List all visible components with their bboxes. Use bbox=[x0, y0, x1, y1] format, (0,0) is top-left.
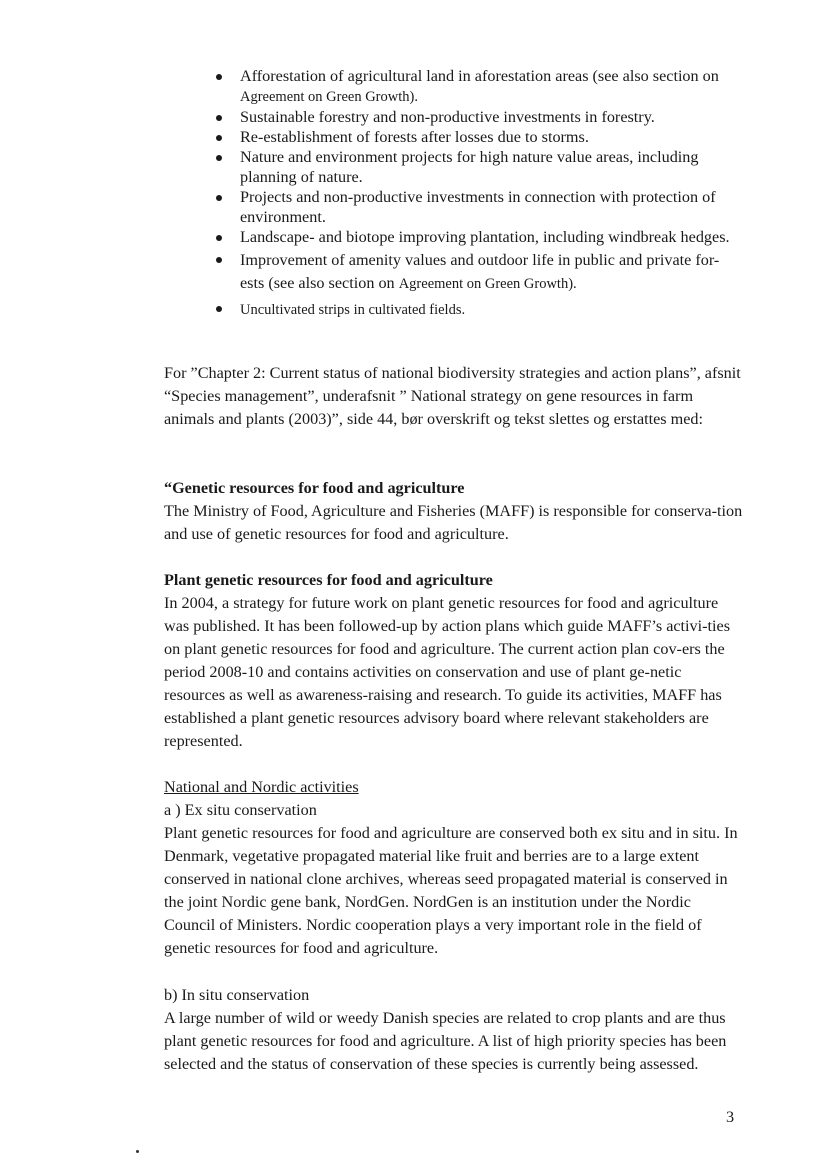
list-item bbox=[216, 298, 756, 322]
section-heading: “Genetic resources for food and agriculture bbox=[164, 479, 465, 497]
section-body: In 2004, a strategy for future work on plant genetic resources for food and agriculture was published. It has been followed-up by action plans which guide MAFF’s activi-ties on plant genetic resources for food and agriculture. The current action plan cov-ers the period 2008-10 and contains activities on conservation and use of plant ge-netic resources as well as awareness-raising and research. To guide its activities, MAFF has established a plant genetic resources advisory board where relevant stakeholders are represented. bbox=[164, 594, 731, 750]
in-situ-section bbox=[164, 984, 744, 1076]
in-situ-title: b) In situ conservation bbox=[164, 986, 310, 1004]
national-activities-section bbox=[164, 776, 744, 960]
section-heading: Plant genetic resources for food and agriculture bbox=[164, 571, 493, 589]
bullet-text: Landscape- and biotope improving plantation, including windbreak hedges. bbox=[240, 228, 730, 246]
subsection-heading: National and Nordic activities bbox=[164, 778, 359, 796]
intro-paragraph: For ”Chapter 2: Current status of national biodiversity strategies and action plans”, afsnit “Species management”, underafsnit ” National strategy on gene resources in farm animals and plants (2003)”, side 44, bør overskrift og tekst slettes og erstattes med: bbox=[164, 364, 741, 428]
list-item bbox=[216, 187, 756, 227]
plant-genetic-section bbox=[164, 569, 744, 753]
page-number: 3 bbox=[726, 1108, 735, 1126]
scan-speck bbox=[136, 1150, 139, 1153]
list-item bbox=[216, 249, 756, 296]
list-item bbox=[216, 107, 756, 127]
bullet-text: Afforestation of agricultural land in aforestation areas (see also section on bbox=[240, 67, 719, 85]
list-item bbox=[216, 147, 756, 187]
list-item bbox=[216, 127, 756, 147]
list-item bbox=[216, 66, 756, 107]
bullet-text: ests (see also section on bbox=[240, 274, 399, 292]
bullet-note: Agreement on Green Growth). bbox=[398, 276, 577, 292]
bullet-text: Nature and environment projects for high nature value areas, including planning of nature. bbox=[240, 148, 699, 186]
bullet-text: Re-establishment of forests after losses due to storms. bbox=[240, 128, 589, 146]
section-body: The Ministry of Food, Agriculture and Fisheries (MAFF) is responsible for conserva-tion and use of genetic resources for food and agriculture. bbox=[164, 502, 743, 543]
bullet-text: Projects and non-productive investments in connection with protection of environment. bbox=[240, 188, 716, 226]
list-item bbox=[216, 227, 756, 247]
in-situ-body: A large number of wild or weedy Danish species are related to crop plants and are thus plant genetic resources for food and agriculture. A list of high priority species has been selected and the status of conservation of these species is currently being assessed. bbox=[164, 1009, 727, 1073]
ex-situ-body: Plant genetic resources for food and agriculture are conserved both ex situ and in situ. In Denmark, vegetative propagated material like fruit and berries are to a large extent conserved in national clone archives, whereas seed propagated material is conserved in the joint Nordic gene bank, NordGen. NordGen is an institution under the Nordic Council of Ministers. Nordic cooperation plays a very important role in the field of genetic resources for food and agriculture. bbox=[164, 824, 738, 957]
bullet-note: Agreement on Green Growth). bbox=[240, 89, 418, 105]
genetic-resources-section bbox=[164, 477, 744, 546]
ex-situ-title: a ) Ex situ conservation bbox=[164, 801, 317, 819]
measures-bullet-list bbox=[216, 66, 756, 322]
bullet-text: Improvement of amenity values and outdoor life in public and private for- bbox=[240, 251, 720, 269]
bullet-text: Sustainable forestry and non-productive investments in forestry. bbox=[240, 108, 655, 126]
bullet-note: Uncultivated strips in cultivated fields. bbox=[240, 302, 466, 318]
